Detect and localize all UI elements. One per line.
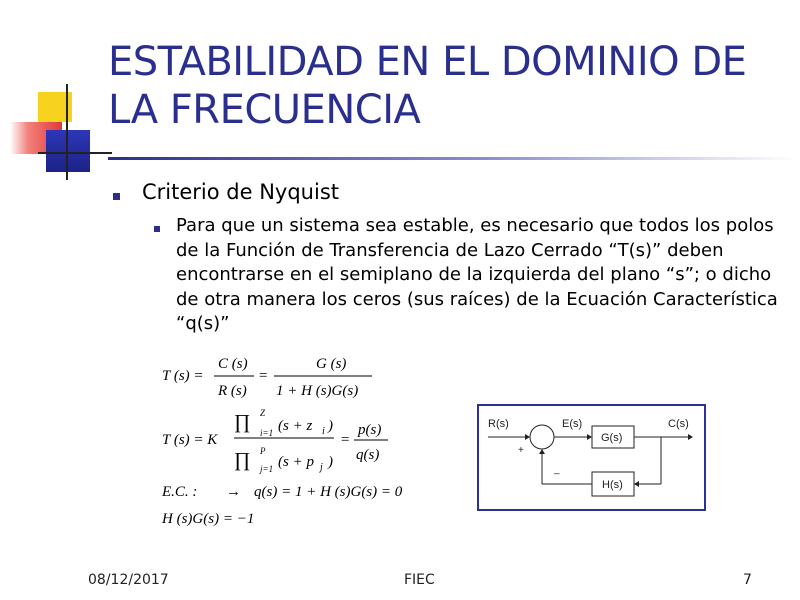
svg-text:∏: ∏: [234, 411, 251, 433]
svg-text:): ): [328, 418, 333, 434]
equation-characteristic: [161, 484, 403, 500]
svg-text:C (s): C (s): [218, 356, 248, 372]
svg-text:T (s) = K: T (s) = K: [162, 432, 218, 448]
diagram-error-label: E(s): [562, 418, 583, 430]
diagram-minus-sign: _: [554, 464, 560, 475]
logo-blue-square: [46, 130, 90, 172]
diagram-output-label: C(s): [668, 418, 689, 430]
svg-text:∏: ∏: [234, 449, 251, 471]
footer-date: 08/12/2017: [88, 572, 169, 588]
svg-text:i=1: i=1: [260, 428, 274, 438]
slide-title: ESTABILIDAD EN EL DOMINIO DE LA FRECUENCIA: [108, 39, 747, 133]
svg-text:i: i: [322, 426, 325, 437]
diagram-input-label: R(s): [488, 418, 509, 430]
sub-bullet-marker: [154, 226, 160, 232]
equations-block: [150, 350, 450, 535]
svg-text:R (s): R (s): [218, 383, 247, 399]
title-underline: [108, 157, 798, 160]
logo-vertical-line: [66, 84, 68, 180]
svg-text:(s + z: (s + z: [278, 418, 313, 434]
svg-text:E.C. :: E.C. :: [162, 484, 198, 500]
equation-zeros-poles: [162, 408, 388, 474]
bullet-marker: [113, 193, 120, 200]
feedback-block-diagram: [477, 404, 706, 511]
svg-text:q(s) = 1 + H (s)G(s) = 0: q(s) = 1 + H (s)G(s) = 0: [254, 484, 403, 500]
svg-text:p(s): p(s): [358, 422, 382, 438]
svg-text:T (s) =: T (s) =: [162, 368, 204, 384]
svg-text:j=1: j=1: [260, 464, 274, 474]
slide-logo: [0, 80, 120, 190]
svg-text:H (s)G(s) = −1: H (s)G(s) = −1: [162, 511, 255, 527]
svg-text:(s + p: (s + p: [278, 454, 314, 470]
svg-text:=: =: [258, 368, 269, 384]
logo-horizontal-line: [38, 152, 112, 154]
footer-page-number: 7: [743, 572, 752, 588]
bullet-criterio-nyquist: Criterio de Nyquist: [142, 180, 339, 204]
footer-center-text: FIEC: [404, 572, 435, 588]
svg-text:1 + H (s)G(s): 1 + H (s)G(s): [276, 383, 359, 399]
svg-text:=: =: [340, 432, 351, 448]
diagram-plus-sign: +: [518, 445, 524, 456]
sub-bullet-stability-condition: Para que un sistema sea estable, es necesario que todos los polos de la Función de Transferencia de Lazo Cerrado “T(s)” deben encontrarse en el semiplano de la izquierda del plano “s”; o dicho de otra manera los ceros (sus raíces) de la Ecuación Característica “q(s)”: [176, 215, 778, 334]
svg-text:Z: Z: [260, 408, 266, 418]
h-block-label: H(s): [602, 479, 623, 491]
svg-text:): ): [328, 454, 333, 470]
svg-text:→: →: [226, 484, 241, 500]
svg-text:j: j: [320, 462, 323, 473]
svg-text:P: P: [260, 446, 266, 456]
g-block-label: G(s): [601, 432, 623, 444]
svg-text:q(s): q(s): [356, 447, 380, 463]
equation-hg-minus-one: [161, 511, 254, 527]
svg-text:G (s): G (s): [316, 356, 347, 372]
equation-transfer-function: [162, 356, 372, 399]
summing-junction: [530, 425, 554, 449]
